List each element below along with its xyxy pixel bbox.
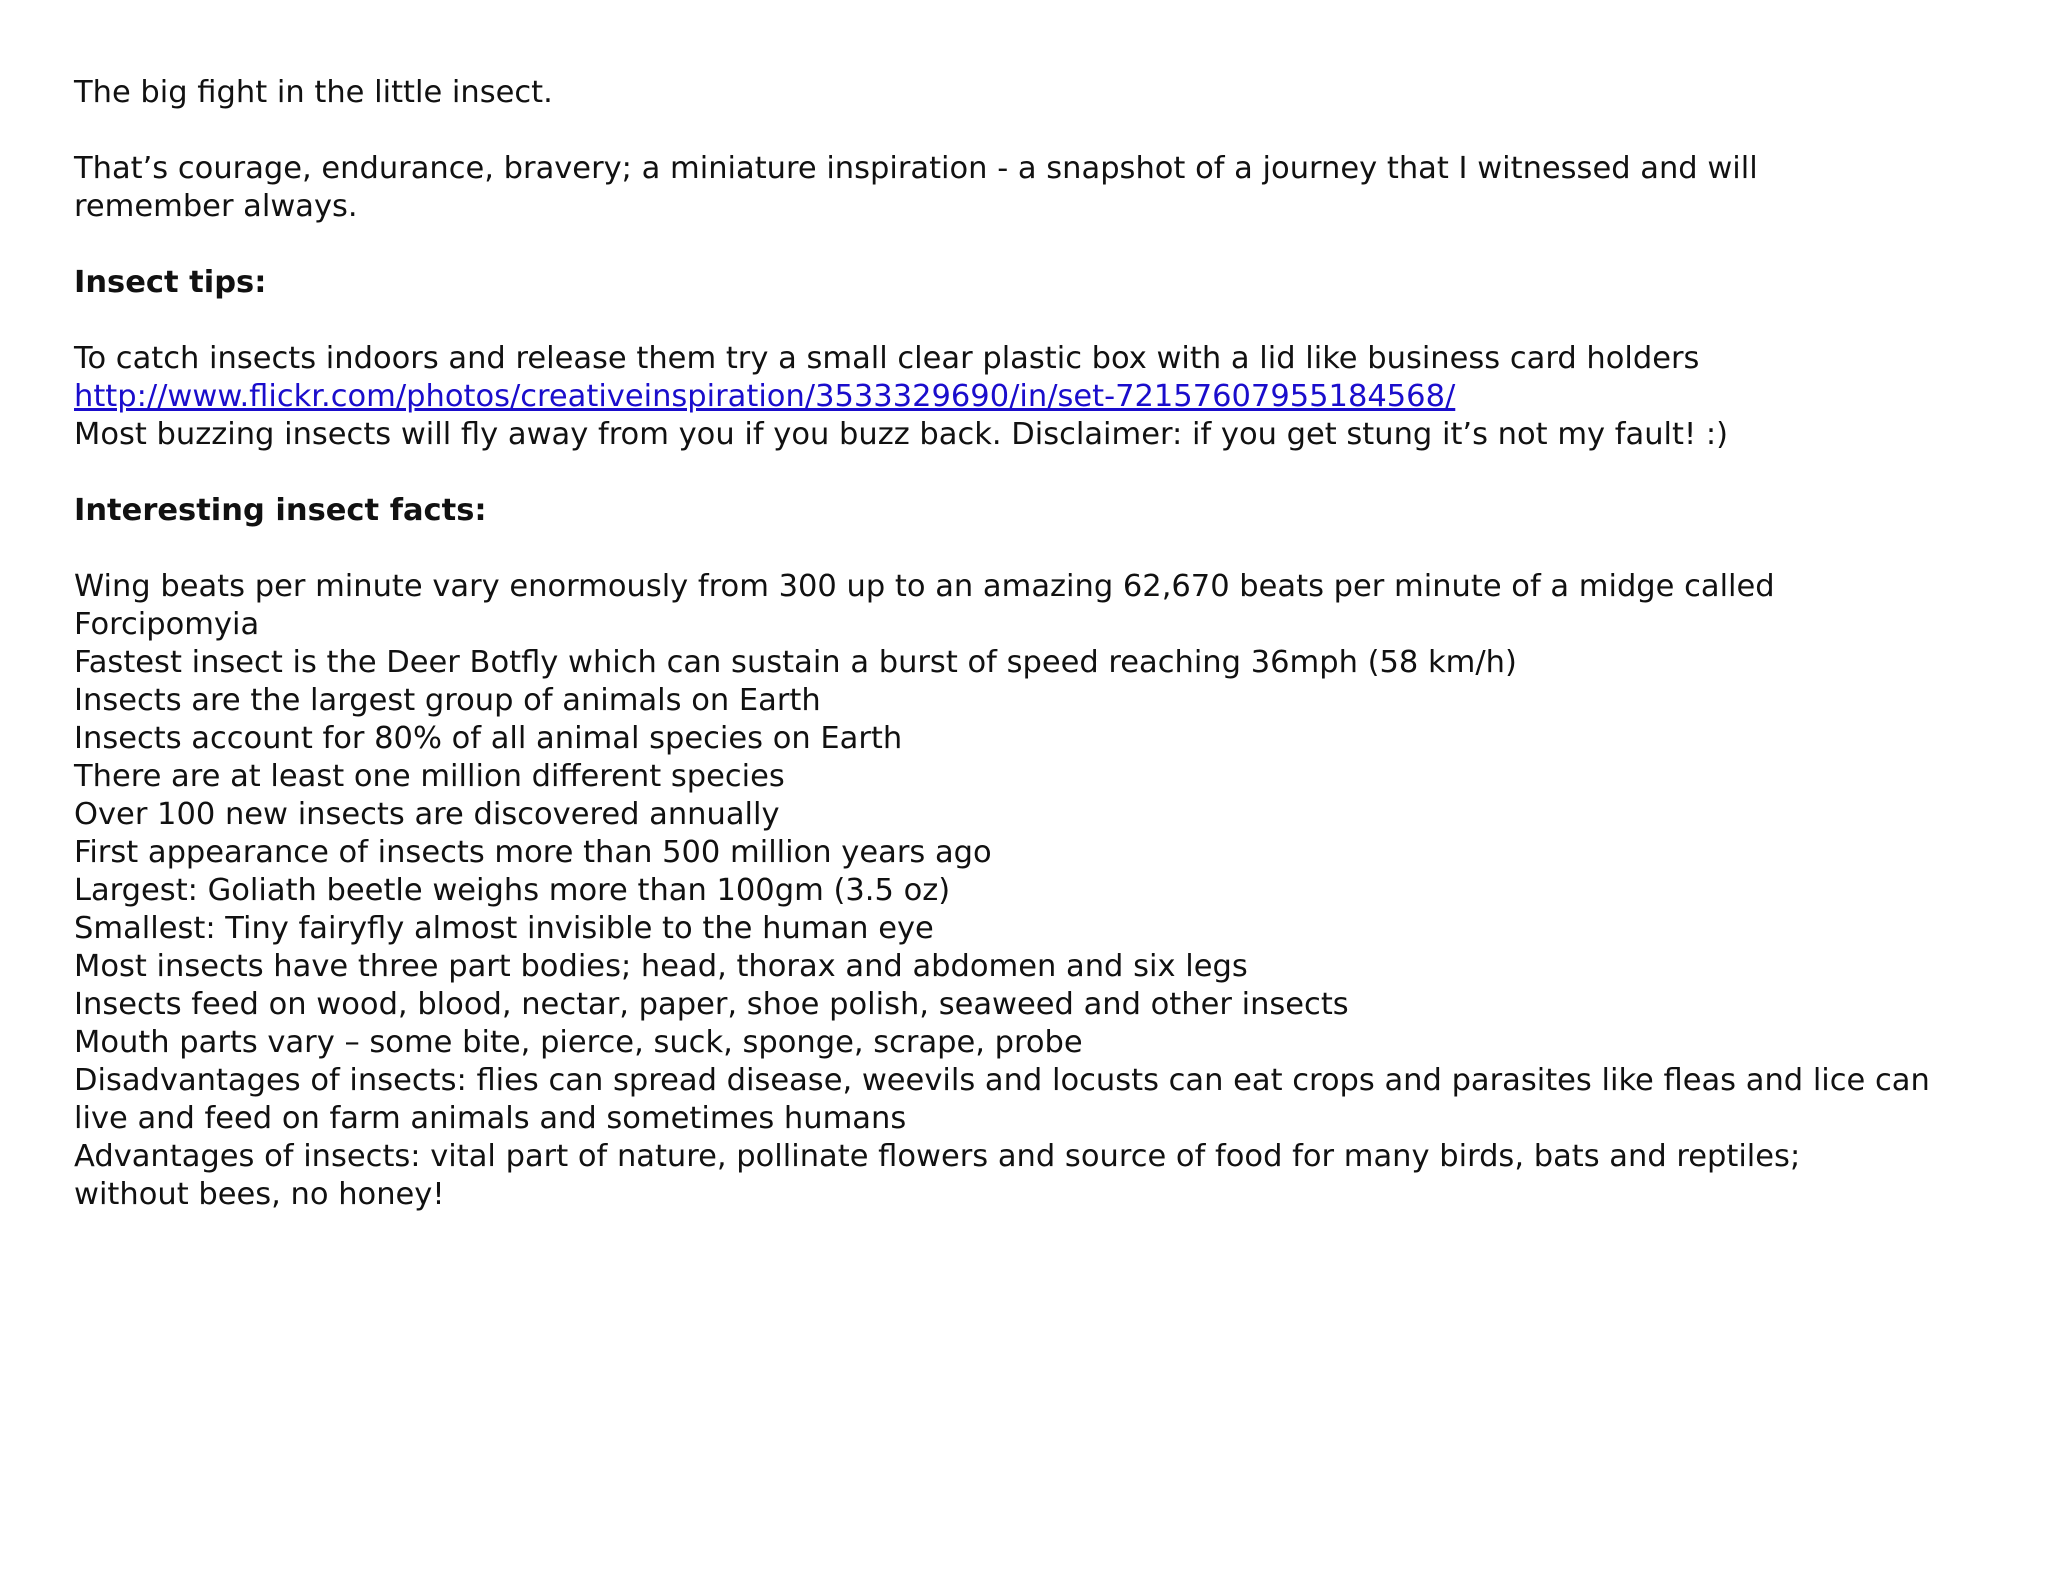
fact-item: There are at least one million different species xyxy=(74,759,785,794)
facts-list xyxy=(74,568,1994,1214)
fact-item: Insects are the largest group of animals on Earth xyxy=(74,683,821,718)
fact-item: Disadvantages of insects: flies can spread disease, weevils and locusts can eat crops and parasites like fleas and lice can live and feed on farm animals and sometimes humans xyxy=(74,1063,1930,1136)
tips-section xyxy=(74,340,1994,454)
fact-item: Largest: Goliath beetle weighs more than 100gm (3.5 oz) xyxy=(74,873,951,908)
fact-item: Most insects have three part bodies; head, thorax and abdomen and six legs xyxy=(74,949,1248,984)
fact-item: Wing beats per minute vary enormously from 300 up to an amazing 62,670 beats per minute of a midge called Forcipomyia xyxy=(74,569,1775,642)
tip-buzz-text: Most buzzing insects will fly away from you if you buzz back. Disclaimer: if you get stung it’s not my fault! :) xyxy=(74,417,1729,452)
fact-item: Insects account for 80% of all animal species on Earth xyxy=(74,721,903,756)
flickr-link[interactable]: http://www.flickr.com/photos/creativeinspiration/3533329690/in/set-72157607955184568/ xyxy=(74,379,1456,414)
document-page xyxy=(74,74,1994,1214)
facts-heading: Interesting insect facts: xyxy=(74,493,487,528)
fact-item: Fastest insect is the Deer Botfly which can sustain a burst of speed reaching 36mph (58 km/h) xyxy=(74,645,1517,680)
fact-item: Over 100 new insects are discovered annually xyxy=(74,797,780,832)
fact-item: Smallest: Tiny fairyfly almost invisible to the human eye xyxy=(74,911,934,946)
fact-item: First appearance of insects more than 500 million years ago xyxy=(74,835,992,870)
intro-line: The big fight in the little insect. xyxy=(74,75,553,110)
tip-catch-text: To catch insects indoors and release them try a small clear plastic box with a lid like business card holders xyxy=(74,341,1700,376)
fact-item: Mouth parts vary – some bite, pierce, suck, sponge, scrape, probe xyxy=(74,1025,1083,1060)
intro-paragraph: That’s courage, endurance, bravery; a miniature inspiration - a snapshot of a journey that I witnessed and will remember always. xyxy=(74,151,1758,224)
fact-item: Insects feed on wood, blood, nectar, paper, shoe polish, seaweed and other insects xyxy=(74,987,1349,1022)
fact-item: Advantages of insects: vital part of nature, pollinate flowers and source of food for many birds, bats and reptiles; without bees, no honey! xyxy=(74,1139,1801,1212)
tips-heading: Insect tips: xyxy=(74,265,267,300)
